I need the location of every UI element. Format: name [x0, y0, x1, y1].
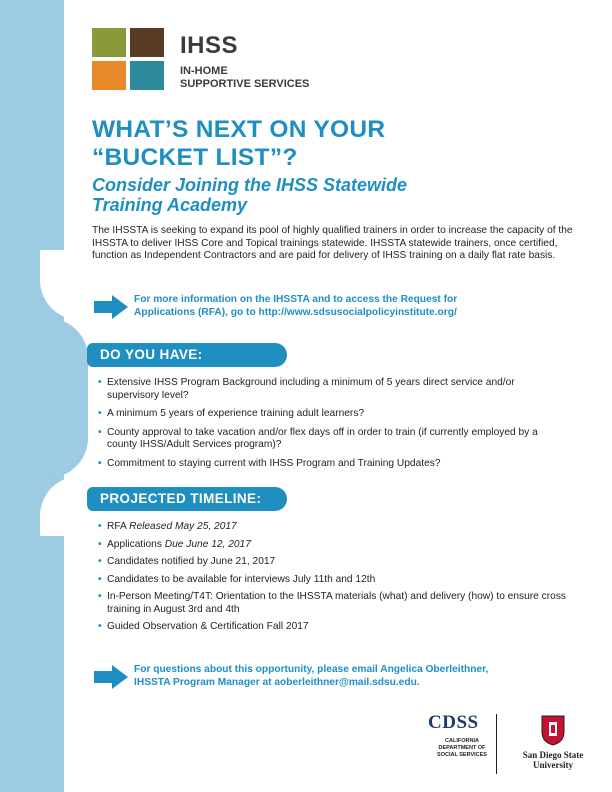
- do-you-have-list: [98, 377, 568, 470]
- footer-logos: [426, 712, 606, 782]
- timeline-item: [98, 591, 568, 616]
- logo-square-brown: [130, 28, 164, 57]
- logo-square-orange: [92, 61, 126, 90]
- timeline-item-text: Candidates notified by June 21, 2017: [107, 556, 276, 567]
- bullet-icon: •: [98, 521, 102, 532]
- bullet-icon: •: [98, 377, 102, 388]
- cdss-logo-name: CDSS: [428, 712, 479, 733]
- headline-line2: “BUCKET LIST”?: [92, 144, 298, 171]
- list-item: [98, 458, 568, 471]
- timeline-item: [98, 574, 568, 587]
- bullet-icon: •: [98, 573, 102, 585]
- logo-square-olive: [92, 28, 126, 57]
- subheadline: [92, 175, 572, 215]
- subheadline-line1: Consider Joining the IHSS Statewide: [92, 175, 408, 195]
- logo-square-teal: [130, 61, 164, 90]
- bullet-icon: •: [98, 408, 102, 419]
- info-callout-text: [134, 293, 574, 319]
- timeline-item-text: Applications: [107, 538, 165, 550]
- list-item-text: Commitment to staying current with IHSS Program and Training Updates?: [107, 457, 441, 469]
- timeline-item-text: Candidates to be available for interviews July 11th and 12th: [107, 573, 376, 585]
- bullet-icon: •: [98, 621, 102, 632]
- bar-tab: [40, 318, 88, 478]
- bar-notch-bottom: [40, 476, 80, 536]
- subheadline-line2: Training Academy: [92, 195, 248, 215]
- cdss-logo-subtitle: [436, 738, 488, 759]
- bar-notch-top: [40, 250, 80, 320]
- headline: [92, 116, 572, 172]
- questions-callout-line1: For questions about this opportunity, please email Angelica Oberleithner,: [134, 664, 489, 675]
- arrow-right-icon: [94, 295, 128, 319]
- sdsu-shield-icon: [540, 714, 566, 746]
- timeline-header: PROJECTED TIMELINE:: [92, 487, 287, 511]
- list-item: [98, 427, 568, 452]
- list-item-text: A minimum 5 years of experience training adult learners?: [107, 408, 365, 419]
- timeline-item: [98, 556, 568, 569]
- cdss-line1: CALIFORNIA: [445, 738, 479, 744]
- logo-subtitle-line1: IN-HOME: [180, 65, 228, 77]
- intro-paragraph: The IHSSTA is seeking to expand its pool of highly qualified trainers in order to increase the capacity of the IHSSTA to deliver IHSS Core and Topical trainings statewide. IHSSTA statewide trainers, once certified, function as Independent Contractors and are paid for delivery of IHSS training on a daily flat rate basis.: [92, 225, 573, 261]
- timeline-item: [98, 539, 568, 552]
- headline-line1: WHAT’S NEXT ON YOUR: [92, 116, 386, 143]
- timeline-item-date: Released May 25, 2017: [129, 521, 237, 532]
- cdss-line3: SOCIAL SERVICES: [437, 752, 487, 758]
- bullet-icon: •: [98, 556, 102, 567]
- sdsu-line2: University: [533, 760, 573, 770]
- sdsu-logo-text: [504, 750, 602, 770]
- timeline-item-text: In-Person Meeting/T4T: Orientation to the IHSSTA materials (what) and delivery (how) to ensure cross training in August 3rd and 4th: [107, 591, 567, 615]
- info-callout-line1: For more information on the IHSSTA and to access the Request for: [134, 294, 458, 305]
- timeline-item-text: RFA: [107, 521, 130, 532]
- questions-callout: [94, 663, 584, 691]
- list-item: [98, 408, 568, 421]
- info-callout: [94, 293, 584, 321]
- timeline-item-date: Due June 12, 2017: [164, 538, 251, 550]
- bullet-icon: •: [98, 538, 102, 550]
- bullet-icon: •: [98, 591, 102, 602]
- info-callout-line2: Applications (RFA), go to http://www.sdsusocialpolicyinstitute.org/: [134, 307, 457, 318]
- list-item-text: County approval to take vacation and/or flex days off in order to train (if currently employed by a county IHSS/Adult Services program)?: [107, 426, 538, 450]
- timeline-item-text: Guided Observation & Certification Fall 2017: [107, 621, 309, 632]
- timeline-item: [98, 621, 568, 634]
- questions-callout-text: [134, 663, 574, 689]
- list-item: [98, 377, 568, 402]
- sdsu-line1: San Diego State: [522, 750, 584, 760]
- left-decorative-bar: [0, 0, 64, 792]
- list-item-text: Extensive IHSS Program Background including a minimum of 5 years direct service and/or supervisory level?: [107, 377, 515, 401]
- logo-name: IHSS: [180, 32, 239, 59]
- logo-divider: [496, 714, 497, 774]
- logo-subtitle: [180, 65, 309, 91]
- cdss-line2: DEPARTMENT OF: [438, 745, 486, 751]
- timeline-list: [98, 521, 568, 634]
- do-you-have-header: DO YOU HAVE:: [92, 343, 287, 367]
- timeline-item: [98, 521, 568, 534]
- logo-subtitle-line2: SUPPORTIVE SERVICES: [180, 78, 310, 90]
- bullet-icon: •: [98, 426, 102, 438]
- questions-callout-line2: IHSSTA Program Manager at aoberleithner@mail.sdsu.edu.: [134, 677, 420, 688]
- bullet-icon: •: [98, 457, 102, 469]
- arrow-right-icon: [94, 665, 128, 689]
